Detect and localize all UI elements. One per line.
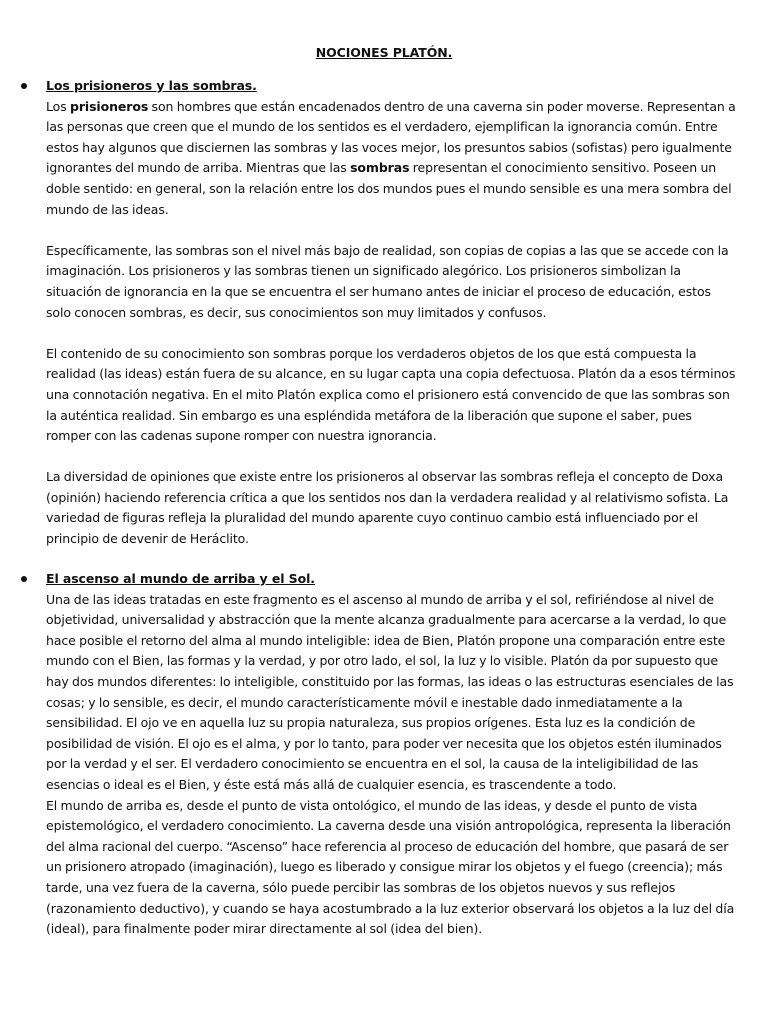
document-title: NOCIONES PLATÓN. <box>315 45 453 60</box>
section-ascenso <box>46 569 736 940</box>
paragraph: Específicamente, las sombras son el nivel más bajo de realidad, son copias de copias a las que se accede con la imaginación. Los prisioneros y las sombras tienen un significado alegórico. Los prisioneros simbolizan la situación de ignorancia en la que se encuentra el ser humano antes de iniciar el proceso de educación, estos solo conocen sombras, es decir, sus conocimientos son muy limitados y confusos. <box>46 242 729 320</box>
paragraph: El mundo de arriba es, desde el punto de vista ontológico, el mundo de las ideas, y desde el punto de vista epistemológico, el verdadero conocimiento. La caverna desde una visión antropológica, representa la liberación del alma racional del cuerpo. “Ascenso” hace referencia al proceso de educación del hombre, que pasará de ser un prisionero atropado (imaginación), luego es liberado y consigue mirar los objetos y el fuego (creencia); más tarde, una vez fuera de la caverna, sólo puede percibir las sombras de los objetos nuevos y sus reflejos (razonamiento deductivo), y cuando se haya acostumbrado a la luz exterior observará los objetos a la luz del día (ideal), para finalmente poder mirar directamente al sol (idea del bien). <box>46 797 735 937</box>
section-heading: El ascenso al mundo de arriba y el Sol. <box>46 571 315 586</box>
bullet-icon <box>21 576 27 582</box>
paragraph <box>46 97 736 221</box>
paragraph: El contenido de su conocimiento son sombras porque los verdaderos objetos de los que está compuesta la realidad (las ideas) están fuera de su alcance, en su lugar capta una copia defectuosa. Platón da a esos términos una connotación negativa. En el mito Platón explica como el prisionero está convencido de que las sombras son la auténtica realidad. Sin embargo es una espléndida metáfora de la liberación que supone el saber, pues romper con las cadenas supone romper con nuestra ignorancia. <box>46 345 736 444</box>
bold-term: sombras <box>350 160 410 176</box>
paragraph: La diversidad de opiniones que existe entre los prisioneros al observar las sombras refleja el concepto de Doxa (opinión) haciendo referencia crítica a que los sentidos nos dan la verdadera realidad y al relativismo sofista. La variedad de figuras refleja la pluralidad del mundo aparente cuyo continuo cambio está influenciado por el principio de devenir de Heráclito. <box>46 469 729 547</box>
bullet-icon <box>21 83 27 89</box>
text-run: son hombres que están encadenados dentro de una caverna sin poder moverse. Representan a las personas que creen que el mundo de los sentidos es el verdadero, ejemplifican la ignorancia común. Entre estos hay algunos que disciernen las sombras y las voces mejor, los presuntos sabios (sofistas) pero igualmente ignorantes del mundo de arriba. Mientras que las <box>46 98 736 176</box>
bold-term: prisioneros <box>69 98 149 114</box>
paragraph: Una de las ideas tratadas en este fragmento es el ascenso al mundo de arriba y el sol, refiriéndose al nivel de objetividad, universalidad y abstracción que la mente alcanza gradualmente para acercarse a la verdad, lo que hace posible el retorno del alma al mundo inteligible: idea de Bien, Platón propone una comparación entre este mundo con el Bien, las formas y la verdad, y por otro lado, el sol, la luz y lo visible. Platón da por supuesto que hay dos mundos diferentes: lo inteligible, constituido por las formas, las ideas o las estructuras esenciales de las cosas; y lo sensible, es decir, el mundo característicamente móvil e inestable dado inmediatamente a la sensibilidad. El ojo ve en aquella luz su propia naturaleza, sus propios orígenes. Esta luz es la condición de posibilidad de visión. El ojo es el alma, y por lo tanto, para poder ver necesita que los objetos estén iluminados por la verdad y el ser. El verdadero conocimiento se encuentra en el sol, la causa de la inteligibilidad de las esencias o ideal es el Bien, y éste está más allá de cualquier esencia, es trascendente a todo. <box>46 591 734 792</box>
text-run: representan el conocimiento sensitivo. Poseen un doble sentido: en general, son la relación entre los dos mundos pues el mundo sensible es una mera sombra del mundo de las ideas. <box>46 160 732 217</box>
text-run: Los <box>46 98 70 114</box>
section-prisioneros <box>46 76 736 550</box>
section-heading: Los prisioneros y las sombras. <box>46 78 257 93</box>
